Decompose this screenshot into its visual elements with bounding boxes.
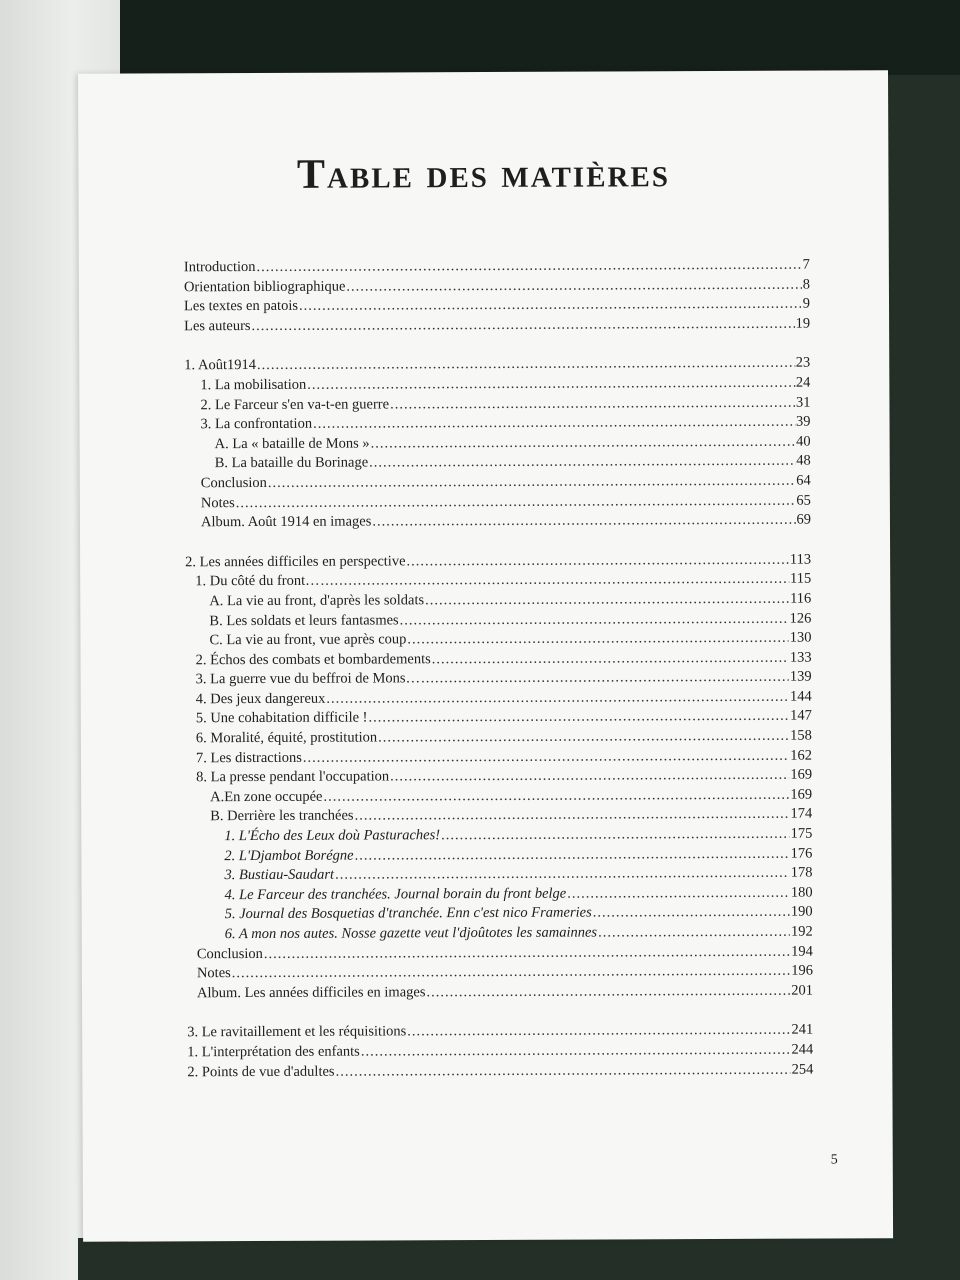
toc-entry-label: 4. Des jeux dangereux <box>195 690 326 708</box>
toc-entry-page: 9 <box>802 295 811 312</box>
dot-leader <box>268 472 796 494</box>
toc-entry-page: 180 <box>790 884 813 901</box>
toc-entry-page: 19 <box>795 315 811 332</box>
section-gap <box>187 1001 813 1024</box>
dot-leader <box>236 491 796 513</box>
toc-entry-label: 5. Une cohabitation difficile ! <box>195 709 368 727</box>
toc-entry <box>184 295 810 317</box>
toc-entry-page: 158 <box>790 727 812 744</box>
toc-entry <box>186 707 812 729</box>
toc-entry <box>185 472 811 494</box>
toc-entry-label: B. Derrière les tranchées <box>210 808 354 825</box>
toc-entry-label: 1. La mobilisation <box>200 376 307 394</box>
dot-leader <box>326 688 789 710</box>
dot-leader <box>323 786 789 808</box>
toc-entry-label: Notes <box>196 965 231 982</box>
toc-entry <box>187 923 813 945</box>
page-title: Table des matières <box>296 150 671 198</box>
toc-entry <box>186 746 812 768</box>
toc-entry-label: 4. Le Farceur des tranchées. Journal borain du front belge <box>224 885 567 903</box>
dot-leader <box>390 393 795 414</box>
toc-entry <box>186 766 812 788</box>
toc-entry-label: 2. Points de vue d'adultes <box>187 1063 335 1080</box>
dot-leader <box>425 590 789 611</box>
toc-entry-page: 201 <box>791 982 814 999</box>
toc-entry-page: 115 <box>789 570 812 587</box>
toc-entry-page: 7 <box>802 256 810 273</box>
toc-entry-page: 69 <box>796 511 811 528</box>
book-page <box>78 70 893 1242</box>
toc-entry-page: 65 <box>796 492 811 509</box>
dot-leader <box>369 452 795 473</box>
toc-entry <box>186 727 812 749</box>
toc-entry-label: 2. Le Farceur s'en va-t-en guerre <box>200 395 390 413</box>
toc-entry-label: Notes <box>200 494 235 511</box>
toc-entry-page: 190 <box>790 903 813 921</box>
toc-entry-label: 3. La guerre vue du beffroi de Mons… <box>195 670 421 688</box>
background-bottom <box>78 1238 960 1280</box>
dot-leader <box>372 511 795 532</box>
toc-entry-label: Album. Août 1914 en images <box>200 513 372 531</box>
toc-entry-label: 1. L'interprétation des enfants <box>187 1043 360 1061</box>
toc-entry-page: 174 <box>790 806 813 823</box>
toc-entry-label: A. La « bataille de Mons » <box>214 435 370 452</box>
toc-entry-page: 64 <box>796 472 811 489</box>
toc-entry-label: Conclusion <box>196 945 263 962</box>
toc-entry <box>186 668 812 690</box>
toc-entry-page: 169 <box>790 766 813 783</box>
toc-entry <box>187 1041 813 1063</box>
toc-entry-label: B. Les soldats et leurs fantasmes <box>209 611 399 629</box>
dot-leader <box>257 354 795 376</box>
toc-entry-label: 1. Du côté du front… <box>195 573 320 590</box>
dot-leader <box>390 766 789 787</box>
toc-entry-label: 1. L'Écho des Leux doù Pasturaches! <box>224 827 441 845</box>
toc-entry-label: Conclusion <box>200 474 267 492</box>
dot-leader <box>346 275 801 297</box>
toc-entry-page: 126 <box>789 610 812 627</box>
dot-leader <box>355 844 790 865</box>
toc-entry <box>187 903 813 925</box>
background-top <box>120 0 960 75</box>
toc-entry-label: Introduction <box>183 258 256 276</box>
toc-entry <box>186 844 812 866</box>
dot-leader <box>368 707 789 728</box>
toc-entry-page: 192 <box>790 923 813 940</box>
toc-entry <box>185 629 811 651</box>
background-right <box>885 75 960 1280</box>
toc-entry-page: 8 <box>802 276 810 293</box>
toc-entry-page: 133 <box>789 649 812 666</box>
toc-entry-page: 113 <box>789 551 812 568</box>
dot-leader <box>355 805 790 826</box>
toc-entry <box>187 962 813 984</box>
dot-leader <box>598 923 790 943</box>
toc-entry-page: 178 <box>790 864 813 881</box>
dot-leader <box>264 942 790 964</box>
dot-leader <box>361 1041 791 1062</box>
toc-entry <box>186 825 812 847</box>
dot-leader <box>313 413 795 435</box>
toc-entry-page: 39 <box>795 413 811 430</box>
toc-entry-page: 244 <box>791 1041 814 1058</box>
dot-leader <box>432 648 789 669</box>
dot-leader <box>421 668 789 689</box>
dot-leader <box>371 432 796 453</box>
dot-leader <box>593 903 790 923</box>
toc-entry <box>184 275 810 297</box>
toc-entry-label: Orientation bibliographique <box>183 278 346 295</box>
dot-leader <box>400 609 789 630</box>
toc-entry-page: 196 <box>791 962 813 979</box>
toc-entry-page: 130 <box>789 629 812 646</box>
dot-leader <box>426 981 790 1002</box>
dot-leader <box>252 314 795 336</box>
toc-entry <box>186 648 812 670</box>
toc-entry <box>185 452 811 474</box>
toc-entry <box>185 511 811 533</box>
dot-leader <box>441 825 790 846</box>
toc-entry-label: 8. La presse pendant l'occupation <box>196 768 390 786</box>
toc-entry <box>185 550 811 572</box>
toc-entry-page: 176 <box>790 845 813 862</box>
dot-leader <box>406 550 788 571</box>
toc-entry-label: Album. Les années difficiles en images <box>196 984 426 1002</box>
toc-entry <box>185 589 811 611</box>
toc-entry-label: 2. Échos des combats et bombardements <box>195 650 431 668</box>
toc-entry-label: B. La bataille du Borinage <box>214 454 369 472</box>
toc-entry-page: 48 <box>796 452 811 469</box>
dot-leader <box>232 962 790 984</box>
toc-entry-label: Les textes en patois <box>183 297 299 315</box>
table-of-contents <box>184 256 814 1083</box>
toc-entry <box>187 981 813 1003</box>
toc-entry-label: 2. Les années difficiles en perspective <box>185 553 406 571</box>
toc-entry-label: 6. A mon nos autes. Nosse gazette veut l'djoûtotes les samainnes <box>224 924 598 943</box>
dot-leader <box>336 1060 791 1082</box>
toc-entry-page: 23 <box>795 354 811 372</box>
toc-entry-label: A.En zone occupée <box>210 788 323 806</box>
toc-entry-label: 5. Journal des Bosquetias d'tranchée. Enn c'est nico Frameries <box>224 904 592 923</box>
toc-entry-page: 254 <box>791 1061 814 1078</box>
toc-entry <box>184 413 810 435</box>
toc-entry-label: 6. Moralité, équité, prostitution <box>195 729 378 747</box>
toc-entry <box>187 1060 813 1082</box>
toc-entry-label: 1. Août1914 <box>184 357 257 374</box>
toc-entry <box>186 805 812 827</box>
toc-entry-page: 139 <box>789 668 812 685</box>
toc-entry-label: 3. Le ravitaillement et les réquisitions <box>187 1023 407 1041</box>
toc-entry-label: A. La vie au front, d'après les soldats <box>209 592 425 610</box>
toc-entry <box>185 432 811 454</box>
toc-entry <box>185 491 811 513</box>
page-number: 5 <box>830 1152 838 1168</box>
toc-entry <box>186 785 812 807</box>
toc-entry <box>184 354 810 376</box>
toc-entry <box>185 570 811 592</box>
section-gap <box>185 530 811 553</box>
dot-leader <box>321 570 789 592</box>
toc-entry <box>187 942 813 964</box>
dot-leader <box>335 864 790 886</box>
toc-entry <box>184 374 810 396</box>
toc-entry-page: 162 <box>790 747 813 764</box>
toc-entry-page: 144 <box>789 688 812 705</box>
toc-entry-label: C. La vie au front, vue après coup <box>209 631 407 649</box>
toc-entry <box>187 883 813 905</box>
toc-entry-page: 24 <box>795 374 811 391</box>
toc-entry <box>184 393 810 415</box>
toc-entry-page: 147 <box>790 708 812 725</box>
section-gap <box>184 334 810 357</box>
dot-leader <box>407 1021 790 1042</box>
toc-entry <box>185 609 811 631</box>
dot-leader <box>307 374 795 396</box>
toc-entry-page: 40 <box>796 433 811 450</box>
toc-entry <box>186 864 812 886</box>
dot-leader <box>378 727 789 748</box>
toc-entry <box>184 314 810 336</box>
toc-entry-label: 7. Les distractions <box>195 749 302 766</box>
toc-entry-page: 116 <box>790 590 812 607</box>
toc-entry-page: 169 <box>790 786 813 803</box>
toc-entry <box>186 687 812 709</box>
toc-entry-page: 194 <box>791 943 813 960</box>
toc-entry <box>187 1021 813 1043</box>
toc-entry-page: 241 <box>791 1021 814 1039</box>
toc-entry-page: 31 <box>795 394 811 411</box>
dot-leader <box>256 256 801 278</box>
toc-entry-label: 3. Bustiau-Saudart <box>224 866 335 884</box>
toc-entry-label: 3. La confrontation <box>200 415 313 433</box>
toc-entry-page: 175 <box>790 825 813 842</box>
dot-leader <box>303 746 789 768</box>
dot-leader <box>299 295 802 317</box>
dot-leader <box>567 883 790 904</box>
toc-entry-label: 2. L'Djambot Borégne <box>224 847 354 864</box>
toc-entry-label: Les auteurs <box>184 317 251 335</box>
dot-leader <box>407 629 788 650</box>
toc-entry <box>184 256 810 278</box>
